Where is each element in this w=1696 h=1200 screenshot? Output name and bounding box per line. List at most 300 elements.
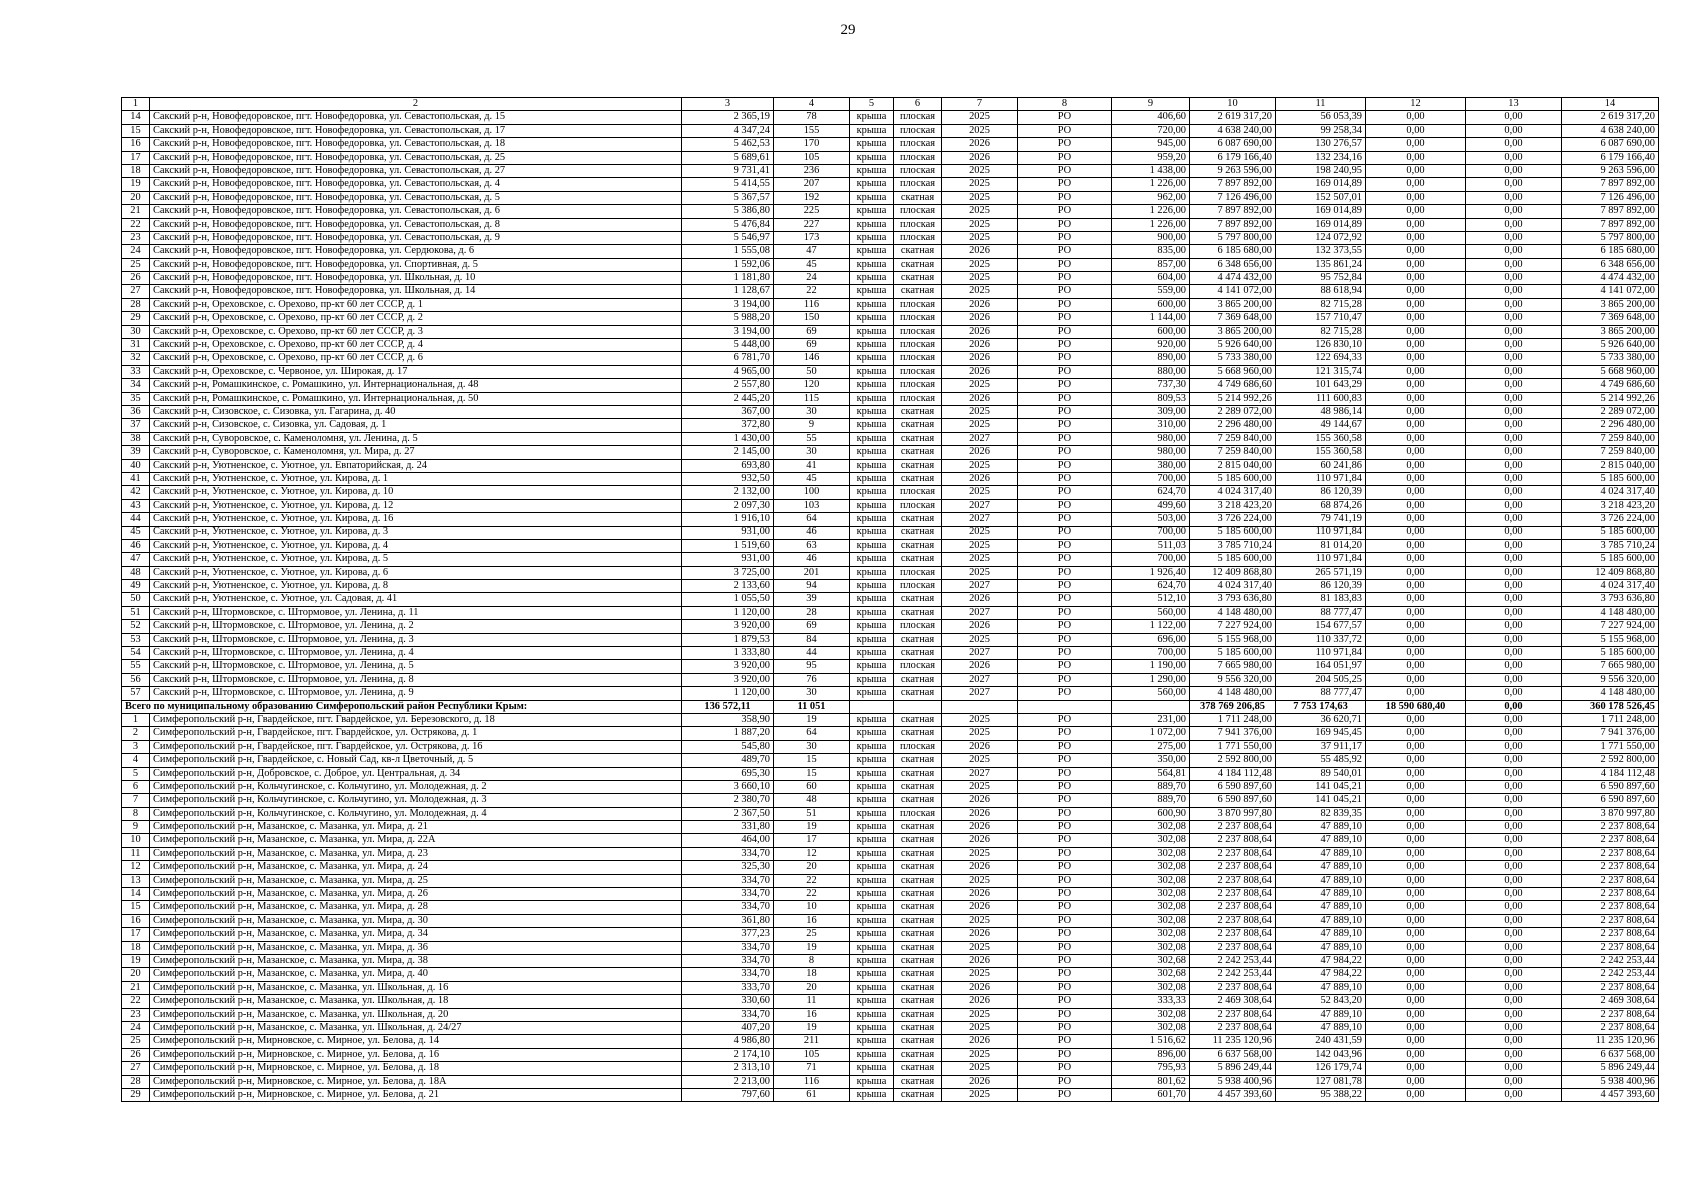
cell-col-11: 47 889,10: [1276, 914, 1366, 927]
cell-address: Сакский р-н, Уютненское, с. Уютное, ул. Кирова, д. 12: [150, 499, 682, 512]
cell-total-cost: 3 793 636,80: [1562, 593, 1659, 606]
cell-col-13: 0,00: [1466, 647, 1562, 660]
cell-address: Сакский р-н, Ореховское, с. Орехово, пр-кт 60 лет СССР, д. 6: [150, 352, 682, 365]
cell-col-13: 0,00: [1466, 740, 1562, 753]
cell-cost: 2 469 308,64: [1190, 995, 1276, 1008]
cell-total-cost: 4 474 432,00: [1562, 272, 1659, 285]
cell-residents: 120: [774, 379, 850, 392]
cell-year: 2025: [942, 914, 1018, 927]
cell-col-11: 124 072,92: [1276, 231, 1366, 244]
cell-element: крыша: [850, 1021, 894, 1034]
cell-col-11: 132 373,55: [1276, 245, 1366, 258]
cell-method: РО: [1018, 767, 1112, 780]
cell-volume: 601,70: [1112, 1088, 1190, 1101]
cell-col-11: 169 014,89: [1276, 205, 1366, 218]
cell-cost: 7 259 840,00: [1190, 432, 1276, 445]
table-row: [122, 486, 1659, 499]
cell-total-cost: 3 865 200,00: [1562, 325, 1659, 338]
cell-col-13: 0,00: [1466, 807, 1562, 820]
cell-row-number: 37: [122, 419, 150, 432]
cell-row-number: 27: [122, 285, 150, 298]
cell-address: Сакский р-н, Уютненское, с. Уютное, ул. Евпаторийская, д. 24: [150, 459, 682, 472]
cell-total-area: 2 557,80: [682, 379, 774, 392]
cell-total-cost: 6 185 680,00: [1562, 245, 1659, 258]
cell-address: Симферопольский р-н, Мазанское, с. Мазанка, ул. Мира, д. 26: [150, 888, 682, 901]
cell-volume: 302,08: [1112, 888, 1190, 901]
cell-year: 2026: [942, 352, 1018, 365]
table-row: [122, 593, 1659, 606]
cell-address: Симферопольский р-н, Мазанское, с. Мазанка, ул. Мира, д. 38: [150, 955, 682, 968]
cell-year: 2026: [942, 325, 1018, 338]
cell-total-cost: 6 179 166,40: [1562, 151, 1659, 164]
cell-col-11: 47 889,10: [1276, 928, 1366, 941]
cell-col-11: 55 485,92: [1276, 754, 1366, 767]
cell-volume: 809,53: [1112, 392, 1190, 405]
table-row: [122, 352, 1659, 365]
cell-col-12: 0,00: [1366, 727, 1466, 740]
cell-residents: 55: [774, 432, 850, 445]
cell-address: Сакский р-н, Ореховское, с. Червоное, ул. Широкая, д. 17: [150, 365, 682, 378]
cell-residents: 115: [774, 392, 850, 405]
cell-method: РО: [1018, 606, 1112, 619]
cell-row-number: 11: [122, 847, 150, 860]
cell-col-12: 0,00: [1366, 486, 1466, 499]
cell-total-cost: 2 619 317,20: [1562, 111, 1659, 124]
cell-cost: 7 369 648,00: [1190, 312, 1276, 325]
cell-volume: 600,00: [1112, 298, 1190, 311]
cell-total-cost: 2 237 808,64: [1562, 821, 1659, 834]
cell-col-13: 0,00: [1466, 727, 1562, 740]
cell-col-11: 81 183,83: [1276, 593, 1366, 606]
cell-year: 2025: [942, 847, 1018, 860]
cell-element: крыша: [850, 285, 894, 298]
cell-element: крыша: [850, 834, 894, 847]
cell-year: 2025: [942, 1088, 1018, 1101]
cell-residents: 30: [774, 740, 850, 753]
cell-col-11: 79 741,19: [1276, 513, 1366, 526]
cell-residents: 22: [774, 888, 850, 901]
table-row: [122, 1008, 1659, 1021]
cell-total-area: 3 660,10: [682, 780, 774, 793]
cell-method: РО: [1018, 566, 1112, 579]
cell-col-13: 0,00: [1466, 914, 1562, 927]
cell-residents: 236: [774, 164, 850, 177]
cell-col-13: 0,00: [1466, 539, 1562, 552]
cell-year: 2025: [942, 164, 1018, 177]
cell-address: Сакский р-н, Ореховское, с. Орехово, пр-кт 60 лет СССР, д. 3: [150, 325, 682, 338]
cell-total-cost: 3 218 423,20: [1562, 499, 1659, 512]
total-residents: 11 051: [774, 700, 850, 713]
cell-row-number: 53: [122, 633, 150, 646]
cell-row-number: 20: [122, 968, 150, 981]
cell-residents: 63: [774, 539, 850, 552]
cell-col-11: 86 120,39: [1276, 580, 1366, 593]
cell-col-12: 0,00: [1366, 981, 1466, 994]
cell-method: РО: [1018, 740, 1112, 753]
cell-address: Симферопольский р-н, Кольчугинское, с. Кольчугино, ул. Молодежная, д. 4: [150, 807, 682, 820]
cell-residents: 16: [774, 1008, 850, 1021]
cell-roof-type: плоская: [894, 231, 942, 244]
cell-col-12: 0,00: [1366, 218, 1466, 231]
cell-col-13: 0,00: [1466, 218, 1562, 231]
cell-roof-type: скатная: [894, 419, 942, 432]
table-row: [122, 1075, 1659, 1088]
cell-total-area: 330,60: [682, 995, 774, 1008]
cell-col-12: 0,00: [1366, 847, 1466, 860]
cell-roof-type: скатная: [894, 405, 942, 418]
cell-residents: 150: [774, 312, 850, 325]
cell-element: крыша: [850, 124, 894, 137]
cell-residents: 207: [774, 178, 850, 191]
cell-col-11: 126 830,10: [1276, 339, 1366, 352]
cell-roof-type: скатная: [894, 941, 942, 954]
cell-year: 2026: [942, 660, 1018, 673]
cell-row-number: 38: [122, 432, 150, 445]
cell-address: Сакский р-н, Уютненское, с. Уютное, ул. Кирова, д. 1: [150, 472, 682, 485]
table-row: [122, 874, 1659, 887]
cell-element: крыша: [850, 325, 894, 338]
cell-roof-type: плоская: [894, 499, 942, 512]
cell-col-11: 47 889,10: [1276, 821, 1366, 834]
cell-col-11: 154 677,57: [1276, 620, 1366, 633]
cell-col-13: 0,00: [1466, 553, 1562, 566]
cell-col-12: 0,00: [1366, 432, 1466, 445]
cell-method: РО: [1018, 995, 1112, 1008]
table-row: [122, 861, 1659, 874]
cell-total-cost: 7 897 892,00: [1562, 218, 1659, 231]
cell-year: 2026: [942, 138, 1018, 151]
cell-address: Сакский р-н, Новофедоровское, пгт. Новофедоровка, ул. Севастопольская, д. 25: [150, 151, 682, 164]
cell-element: крыша: [850, 205, 894, 218]
table-row: [122, 151, 1659, 164]
cell-element: крыша: [850, 513, 894, 526]
cell-roof-type: скатная: [894, 1088, 942, 1101]
total-col-13: 0,00: [1466, 700, 1562, 713]
cell-address: Сакский р-н, Новофедоровское, пгт. Новофедоровка, ул. Спортивная, д. 5: [150, 258, 682, 271]
cell-row-number: 23: [122, 231, 150, 244]
cell-address: Сакский р-н, Уютненское, с. Уютное, ул. Кирова, д. 3: [150, 526, 682, 539]
cell-address: Сакский р-н, Уютненское, с. Уютное, ул. Кирова, д. 8: [150, 580, 682, 593]
cell-total-cost: 7 259 840,00: [1562, 446, 1659, 459]
cell-total-area: 4 986,80: [682, 1035, 774, 1048]
cell-row-number: 50: [122, 593, 150, 606]
cell-year: 2025: [942, 379, 1018, 392]
cell-method: РО: [1018, 1088, 1112, 1101]
cell-col-12: 0,00: [1366, 472, 1466, 485]
cell-method: РО: [1018, 727, 1112, 740]
cell-year: 2025: [942, 124, 1018, 137]
cell-cost: 2 237 808,64: [1190, 928, 1276, 941]
cell-roof-type: скатная: [894, 285, 942, 298]
cell-method: РО: [1018, 1021, 1112, 1034]
cell-cost: 2 237 808,64: [1190, 1021, 1276, 1034]
cell-total-cost: 6 087 690,00: [1562, 138, 1659, 151]
total-col-11: 7 753 174,63: [1276, 700, 1366, 713]
table-row: [122, 472, 1659, 485]
cell-roof-type: скатная: [894, 874, 942, 887]
cell-col-11: 111 600,83: [1276, 392, 1366, 405]
cell-element: крыша: [850, 794, 894, 807]
cell-residents: 173: [774, 231, 850, 244]
cell-col-11: 110 337,72: [1276, 633, 1366, 646]
cell-element: крыша: [850, 1088, 894, 1101]
cell-roof-type: скатная: [894, 995, 942, 1008]
cell-col-11: 52 843,20: [1276, 995, 1366, 1008]
cell-col-12: 0,00: [1366, 312, 1466, 325]
cell-col-13: 0,00: [1466, 1062, 1562, 1075]
cell-year: 2026: [942, 245, 1018, 258]
cell-method: РО: [1018, 124, 1112, 137]
cell-col-11: 155 360,58: [1276, 432, 1366, 445]
cell-year: 2025: [942, 713, 1018, 726]
cell-col-13: 0,00: [1466, 258, 1562, 271]
cell-roof-type: скатная: [894, 1075, 942, 1088]
cell-element: крыша: [850, 379, 894, 392]
cell-volume: 700,00: [1112, 553, 1190, 566]
cell-col-11: 47 889,10: [1276, 861, 1366, 874]
cell-method: РО: [1018, 1062, 1112, 1075]
cell-cost: 3 865 200,00: [1190, 298, 1276, 311]
cell-col-12: 0,00: [1366, 1035, 1466, 1048]
cell-total-cost: 2 237 808,64: [1562, 861, 1659, 874]
cell-cost: 3 218 423,20: [1190, 499, 1276, 512]
table-row: [122, 981, 1659, 994]
cell-cost: 5 214 992,26: [1190, 392, 1276, 405]
cell-year: 2025: [942, 1048, 1018, 1061]
cell-total-area: 2 367,50: [682, 807, 774, 820]
cell-total-cost: 2 242 253,44: [1562, 968, 1659, 981]
cell-method: РО: [1018, 526, 1112, 539]
cell-col-12: 0,00: [1366, 111, 1466, 124]
cell-element: крыша: [850, 647, 894, 660]
cell-year: 2025: [942, 205, 1018, 218]
cell-total-area: 5 988,20: [682, 312, 774, 325]
cell-col-12: 0,00: [1366, 606, 1466, 619]
cell-method: РО: [1018, 365, 1112, 378]
cell-col-11: 135 861,24: [1276, 258, 1366, 271]
cell-col-12: 0,00: [1366, 539, 1466, 552]
cell-volume: 700,00: [1112, 472, 1190, 485]
cell-roof-type: плоская: [894, 580, 942, 593]
cell-row-number: 39: [122, 446, 150, 459]
cell-total-area: 334,70: [682, 901, 774, 914]
cell-total-cost: 4 141 072,00: [1562, 285, 1659, 298]
cell-col-11: 204 505,25: [1276, 673, 1366, 686]
cell-total-area: 407,20: [682, 1021, 774, 1034]
cell-col-11: 36 620,71: [1276, 713, 1366, 726]
cell-element: крыша: [850, 446, 894, 459]
cell-method: РО: [1018, 392, 1112, 405]
table-row: [122, 566, 1659, 579]
cell-row-number: 27: [122, 1062, 150, 1075]
cell-col-12: 0,00: [1366, 928, 1466, 941]
cell-address: Симферопольский р-н, Мазанское, с. Мазанка, ул. Мира, д. 22А: [150, 834, 682, 847]
cell-cost: 4 184 112,48: [1190, 767, 1276, 780]
cell-cost: 7 941 376,00: [1190, 727, 1276, 740]
cell-roof-type: скатная: [894, 794, 942, 807]
cell-residents: 46: [774, 553, 850, 566]
cell-volume: 700,00: [1112, 647, 1190, 660]
cell-address: Симферопольский р-н, Мирновское, с. Мирное, ул. Белова, д. 21: [150, 1088, 682, 1101]
cell-col-13: 0,00: [1466, 754, 1562, 767]
header-cell-method: 8: [1018, 98, 1112, 111]
cell-col-11: 48 986,14: [1276, 405, 1366, 418]
cell-roof-type: плоская: [894, 138, 942, 151]
cell-total-cost: 5 185 600,00: [1562, 472, 1659, 485]
cell-element: крыша: [850, 807, 894, 820]
cell-col-13: 0,00: [1466, 499, 1562, 512]
cell-volume: 302,08: [1112, 901, 1190, 914]
table-row: [122, 673, 1659, 686]
cell-year: 2025: [942, 405, 1018, 418]
cell-year: 2027: [942, 432, 1018, 445]
cell-cost: 2 237 808,64: [1190, 847, 1276, 860]
cell-total-area: 334,70: [682, 941, 774, 954]
cell-cost: 5 185 600,00: [1190, 472, 1276, 485]
table-row: [122, 1035, 1659, 1048]
cell-year: 2026: [942, 339, 1018, 352]
table-row: [122, 767, 1659, 780]
cell-col-11: 82 715,28: [1276, 298, 1366, 311]
cell-address: Симферопольский р-н, Мазанское, с. Мазанка, ул. Мира, д. 36: [150, 941, 682, 954]
cell-year: 2026: [942, 298, 1018, 311]
cell-cost: 1 711 248,00: [1190, 713, 1276, 726]
cell-total-area: 5 476,84: [682, 218, 774, 231]
cell-roof-type: скатная: [894, 861, 942, 874]
cell-method: РО: [1018, 258, 1112, 271]
cell-year: 2027: [942, 687, 1018, 700]
cell-residents: 25: [774, 928, 850, 941]
cell-row-number: 19: [122, 955, 150, 968]
cell-total-cost: 2 237 808,64: [1562, 941, 1659, 954]
total-col-14: 360 178 526,45: [1562, 700, 1659, 713]
cell-volume: 896,00: [1112, 1048, 1190, 1061]
cell-volume: 302,08: [1112, 928, 1190, 941]
cell-col-13: 0,00: [1466, 432, 1562, 445]
cell-year: 2025: [942, 754, 1018, 767]
cell-row-number: 29: [122, 1088, 150, 1101]
cell-address: Симферопольский р-н, Мазанское, с. Мазанка, ул. Мира, д. 40: [150, 968, 682, 981]
cell-residents: 103: [774, 499, 850, 512]
cell-year: 2026: [942, 472, 1018, 485]
cell-method: РО: [1018, 687, 1112, 700]
cell-volume: 624,70: [1112, 580, 1190, 593]
cell-year: 2025: [942, 486, 1018, 499]
cell-total-area: 331,80: [682, 821, 774, 834]
table-row: [122, 821, 1659, 834]
cell-total-area: 545,80: [682, 740, 774, 753]
cell-col-11: 169 014,89: [1276, 218, 1366, 231]
cell-col-11: 164 051,97: [1276, 660, 1366, 673]
cell-col-13: 0,00: [1466, 526, 1562, 539]
cell-year: 2025: [942, 727, 1018, 740]
cell-volume: 560,00: [1112, 606, 1190, 619]
cell-col-12: 0,00: [1366, 419, 1466, 432]
cell-element: крыша: [850, 821, 894, 834]
cell-volume: 1 122,00: [1112, 620, 1190, 633]
cell-row-number: 46: [122, 539, 150, 552]
cell-col-13: 0,00: [1466, 138, 1562, 151]
cell-col-13: 0,00: [1466, 1048, 1562, 1061]
cell-col-13: 0,00: [1466, 1075, 1562, 1088]
cell-col-11: 47 984,22: [1276, 955, 1366, 968]
header-cell-address: 2: [150, 98, 682, 111]
cell-cost: 2 592 800,00: [1190, 754, 1276, 767]
cell-volume: 696,00: [1112, 633, 1190, 646]
cell-element: крыша: [850, 1048, 894, 1061]
cell-volume: 302,08: [1112, 847, 1190, 860]
cell-row-number: 56: [122, 673, 150, 686]
cell-col-13: 0,00: [1466, 834, 1562, 847]
cell-address: Симферопольский р-н, Мазанское, с. Мазанка, ул. Школьная, д. 20: [150, 1008, 682, 1021]
cell-year: 2025: [942, 231, 1018, 244]
cell-element: крыша: [850, 874, 894, 887]
cell-residents: 44: [774, 647, 850, 660]
cell-roof-type: плоская: [894, 660, 942, 673]
cell-col-11: 130 276,57: [1276, 138, 1366, 151]
cell-method: РО: [1018, 459, 1112, 472]
cell-address: Симферопольский р-н, Кольчугинское, с. Кольчугино, ул. Молодежная, д. 3: [150, 794, 682, 807]
cell-element: крыша: [850, 780, 894, 793]
cell-total-area: 931,00: [682, 526, 774, 539]
cell-year: 2027: [942, 647, 1018, 660]
cell-volume: 302,08: [1112, 834, 1190, 847]
cell-total-cost: 7 897 892,00: [1562, 205, 1659, 218]
cell-cost: 6 590 897,60: [1190, 794, 1276, 807]
cell-col-11: 127 081,78: [1276, 1075, 1366, 1088]
cell-col-11: 88 618,94: [1276, 285, 1366, 298]
cell-residents: 17: [774, 834, 850, 847]
cell-volume: 880,00: [1112, 365, 1190, 378]
cell-method: РО: [1018, 111, 1112, 124]
cell-volume: 945,00: [1112, 138, 1190, 151]
cell-roof-type: плоская: [894, 365, 942, 378]
cell-residents: 60: [774, 780, 850, 793]
cell-row-number: 40: [122, 459, 150, 472]
cell-roof-type: плоская: [894, 392, 942, 405]
cell-col-13: 0,00: [1466, 580, 1562, 593]
cell-volume: 350,00: [1112, 754, 1190, 767]
header-cell-cost: 10: [1190, 98, 1276, 111]
cell-col-13: 0,00: [1466, 419, 1562, 432]
cell-col-13: 0,00: [1466, 1088, 1562, 1101]
header-cell-col-12: 12: [1366, 98, 1466, 111]
cell-col-13: 0,00: [1466, 955, 1562, 968]
table-row: [122, 740, 1659, 753]
cell-method: РО: [1018, 513, 1112, 526]
cell-col-11: 110 971,84: [1276, 526, 1366, 539]
cell-total-cost: 4 457 393,60: [1562, 1088, 1659, 1101]
cell-residents: 61: [774, 1088, 850, 1101]
cell-residents: 22: [774, 874, 850, 887]
cell-address: Симферопольский р-н, Мирновское, с. Мирное, ул. Белова, д. 16: [150, 1048, 682, 1061]
table-row: [122, 111, 1659, 124]
cell-roof-type: плоская: [894, 218, 942, 231]
cell-residents: 170: [774, 138, 850, 151]
table-row: [122, 365, 1659, 378]
cell-roof-type: скатная: [894, 446, 942, 459]
cell-row-number: 32: [122, 352, 150, 365]
cell-col-13: 0,00: [1466, 566, 1562, 579]
cell-address: Симферопольский р-н, Мазанское, с. Мазанка, ул. Школьная, д. 18: [150, 995, 682, 1008]
cell-col-13: 0,00: [1466, 687, 1562, 700]
cell-col-12: 0,00: [1366, 151, 1466, 164]
cell-volume: 700,00: [1112, 526, 1190, 539]
cell-volume: 980,00: [1112, 432, 1190, 445]
cell-row-number: 1: [122, 713, 150, 726]
cell-total-cost: 5 797 800,00: [1562, 231, 1659, 244]
cell-residents: 116: [774, 298, 850, 311]
